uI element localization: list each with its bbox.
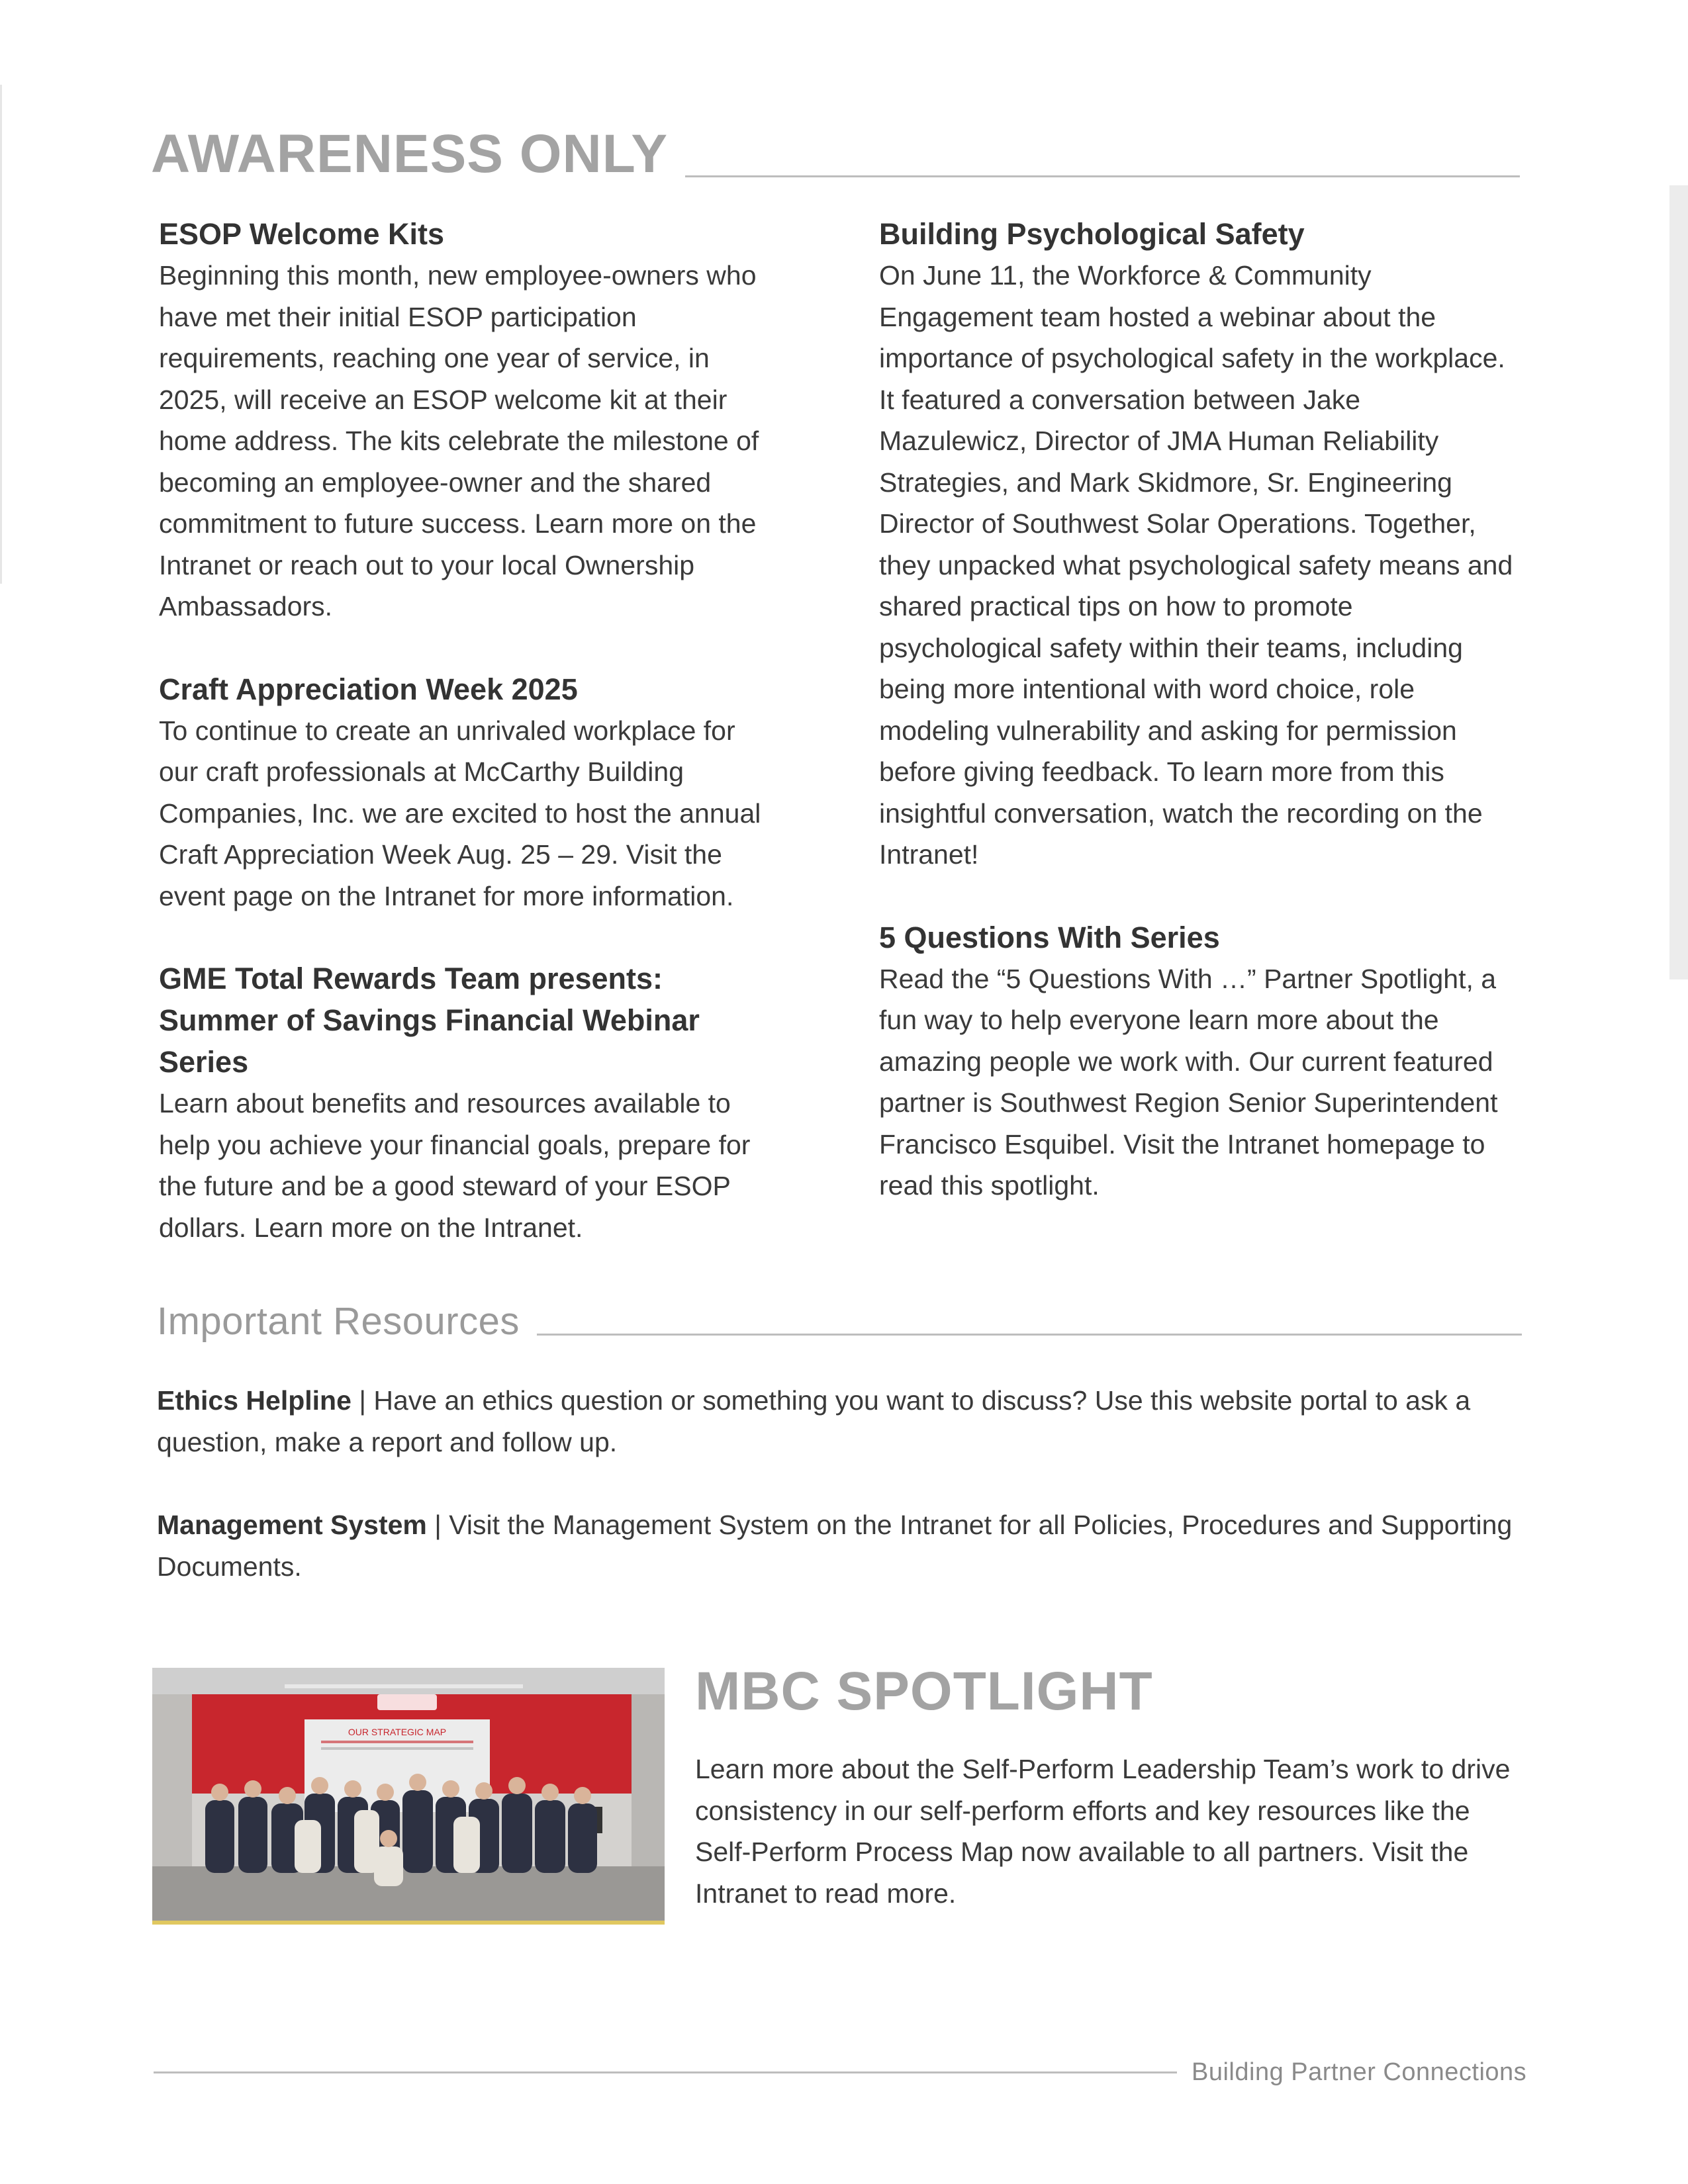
resource-separator: |	[351, 1385, 374, 1416]
spotlight-body: Learn more about the Self-Perform Leadership Team’s work to drive consistency in our self-perform efforts and key resources like the Self-Perform Process Map now available to all partners. Visit the Intranet to read more.	[695, 1754, 1511, 1909]
article-esop-welcome-kits	[159, 213, 781, 627]
article-title: GME Total Rewards Team presents: Summer of Savings Financial Webinar Series	[159, 962, 700, 1079]
team-photo-illustration	[152, 1668, 665, 1925]
page-edge-mark	[0, 85, 2, 584]
resources-title: Important Resources	[157, 1300, 520, 1343]
resource-text: Have an ethics question or something you want to discuss? Use this website portal to ask a question, make a report and follow up.	[157, 1385, 1471, 1457]
resource-name[interactable]: Management System	[157, 1510, 427, 1540]
awareness-title: AWARENESS ONLY	[151, 124, 669, 184]
team-photo	[152, 1668, 665, 1925]
article-body: On June 11, the Workforce & Community Engagement team hosted a webinar about the importance of psychological safety in the workplace. It featured a conversation between Jake Mazulewicz, Director of JMA Human Reliability Strategies, and Mark Skidmore, Sr. Engineering Director of Southwest Solar Operations. Together, they unpacked what psychological safety means and shared practical tips on how to promote psychological safety within their teams, including being more intentional with word choice, role modeling vulnerability and asking for permission before giving feedback. To learn more from this insightful conversation, watch the recording on the Intranet!	[879, 260, 1513, 870]
awareness-rule	[685, 175, 1520, 177]
article-psychological-safety	[879, 213, 1515, 876]
resource-text: Visit the Management System on the Intranet for all Policies, Procedures and Supporting Documents.	[157, 1510, 1513, 1582]
article-title: Craft Appreciation Week 2025	[159, 672, 578, 706]
article-title: ESOP Welcome Kits	[159, 217, 444, 251]
footer-text: Building Partner Connections	[1192, 2058, 1527, 2086]
article-body: Read the “5 Questions With …” Partner Spotlight, a fun way to help everyone learn more about the amazing people we work with. Our current featured partner is Southwest Region Senior Superintendent Francisco Esquibel. Visit the Intranet homepage to read this spotlight.	[879, 963, 1498, 1201]
right-column	[879, 213, 1515, 1248]
article-summer-of-savings	[159, 958, 781, 1248]
footer-rule	[154, 2071, 1177, 2073]
article-craft-appreciation-week	[159, 668, 781, 917]
resource-separator: |	[426, 1510, 449, 1540]
scrollbar-track[interactable]	[1669, 185, 1688, 979]
article-body: Learn about benefits and resources available to help you achieve your financial goals, prepare for the future and be a good steward of your ESOP dollars. Learn more on the Intranet.	[159, 1088, 751, 1243]
article-title: Building Psychological Safety	[879, 217, 1305, 251]
article-body: Beginning this month, new employee-owners who have met their initial ESOP participation requirements, reaching one year of service, in 2025, will receive an ESOP welcome kit at their home address. The kits celebrate the milestone of becoming an employee-owner and the shared commitment to future success. Learn more on the Intranet or reach out to your local Ownership Ambassadors.	[159, 260, 759, 621]
article-body: To continue to create an unrivaled workplace for our craft professionals at McCarthy Building Companies, Inc. we are excited to host the annual Craft Appreciation Week Aug. 25 – 29. Visit the event page on the Intranet for more information.	[159, 715, 761, 911]
resources-header	[157, 1302, 1522, 1341]
spotlight-title: MBC SPOTLIGHT	[695, 1661, 1153, 1721]
awareness-header	[151, 124, 1520, 184]
left-column	[159, 213, 781, 1289]
resource-ethics-helpline	[157, 1380, 1522, 1463]
photo-sign-text: OUR STRATEGIC MAP	[348, 1727, 447, 1737]
resource-name[interactable]: Ethics Helpline	[157, 1385, 352, 1416]
article-title: 5 Questions With Series	[879, 920, 1220, 954]
article-5-questions-with	[879, 917, 1515, 1206]
resource-management-system	[157, 1504, 1522, 1587]
resources-rule	[537, 1334, 1522, 1336]
